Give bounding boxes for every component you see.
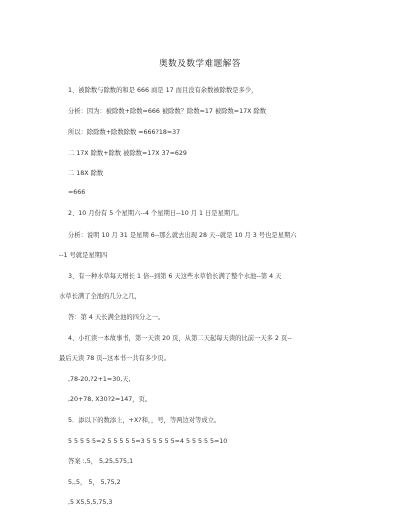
answer-4-line: ,78-20,?2+1=30,天,	[68, 376, 131, 383]
question-1-text: 1、被除数与除数的和是 666 商是 17 而且没有余数被除数是多少，	[68, 87, 258, 94]
answer-5-line: 5,,5， 5， 5,75,2	[68, 479, 121, 486]
question-4-text: 4、小红读一本故事书，第一天读 20 页，从第二天起每天读的比前一天多 2 页--	[68, 335, 292, 342]
question-5-text: 5．添以下的数添上，+X?和，，号，等两边对等成立。	[68, 417, 221, 424]
analysis-1-line: =666	[68, 189, 86, 196]
analysis-2-line: --1 号就是星期四	[59, 252, 108, 259]
analysis-1-line: 分析：因为：被除数+除数=666 被除数？除数=17 被除数=17X 除数	[68, 108, 266, 115]
answer-4-line: ,20+78, X30?2=147，页。	[68, 396, 152, 403]
analysis-2-line: 分析：说明 10 月 31 是星期 6--那么就去出现 28 天--就是 10 月 3 号也是星期六	[68, 232, 297, 239]
answer-3-line: 答：第 4 天长满全池的四分之一。	[68, 314, 165, 321]
document-title: 奥数及数学难题解答	[159, 59, 241, 69]
question-4-text: 最后天读 78 页--这本书一共有多少页。	[59, 355, 171, 362]
answer-5-line: 答案 :,5， 5,25,575,1	[68, 458, 134, 465]
analysis-1-line: 所以：除除数+除数除数 =666?18=37	[68, 129, 181, 136]
analysis-1-line: 二 17X 除数+除数 被除数=17X 37=629	[68, 150, 187, 157]
question-2-text: 2、10 月份有 5 个星期六--4 个星期日--10 月 1 日是星期几。	[68, 210, 243, 217]
answer-5-line: ,5 X5,5,5,75,3	[68, 499, 113, 506]
question-5-text: 5 5 5 5 5=2 5 5 5 5 5=3 5 5 5 5 5=4 5 5 5 5 5=10	[68, 438, 228, 445]
analysis-1-line: 二 18X 除数	[68, 170, 104, 177]
question-3-text: 3、有一种水草每天增长 1 倍--到第 6 天这些水草恰长满了整个水池--第 4 天	[68, 273, 282, 280]
question-3-text: 水草长满了全池的几分之几，	[59, 293, 141, 300]
